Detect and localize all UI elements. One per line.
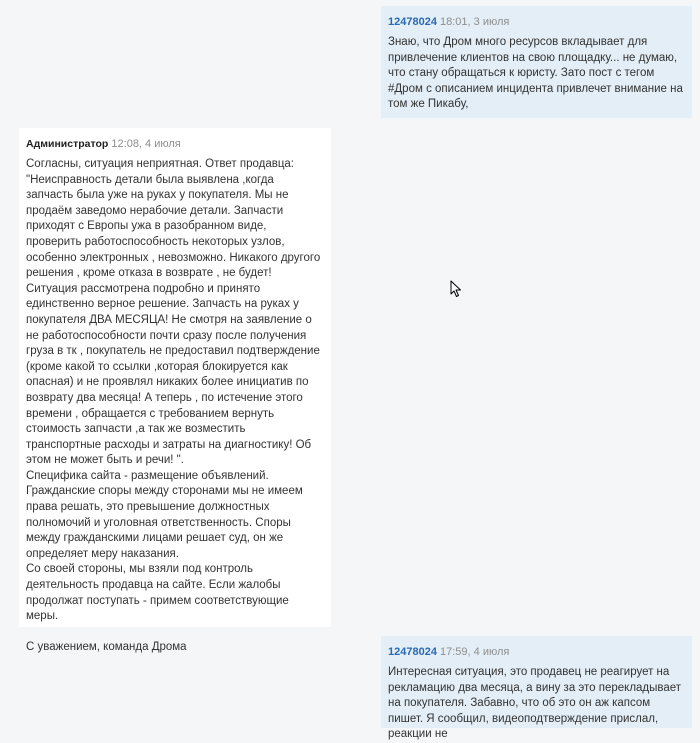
message-author-link[interactable]: 12478024 (388, 16, 437, 28)
mouse-pointer-icon (450, 280, 462, 298)
message-paragraph: Со своей стороны, мы взяли под контроль деятельность продавца на сайте. Если жалобы продолжат поступать - примем соответствующие меры. (26, 563, 289, 623)
message-paragraph: Интересная ситуация, это продавец не реагирует на рекламацию два месяца, а вину за это перекладывает на покупателя. Забавно, что об это он аж капсом пишет. Я сообщил, видеоподтверждение прислал, реакции не (388, 666, 682, 741)
message-meta (26, 137, 323, 151)
message-signature: С уважением, команда Дрома (26, 641, 187, 654)
message-user-1 (381, 6, 692, 118)
message-user-2 (381, 636, 692, 741)
message-timestamp: 17:59, 4 июля (440, 646, 510, 658)
message-author: Администратор (26, 138, 109, 150)
message-body (26, 157, 323, 656)
message-meta (388, 15, 684, 29)
message-paragraph: Специфика сайта - размещение объявлений. (26, 469, 269, 482)
message-body (388, 665, 684, 743)
message-timestamp: 12:08, 4 июля (111, 138, 181, 150)
message-meta (388, 645, 684, 659)
message-admin (19, 128, 331, 654)
message-body (388, 35, 684, 113)
message-author-link[interactable]: 12478024 (388, 646, 437, 658)
message-paragraph: Гражданские споры между сторонами мы не имеем права решать, это превышение должностных полномочий и уголовная ответственность. Споры между гражданскими лицами решает суд, он же определяет меру наказания. (26, 485, 303, 560)
message-paragraph: Знаю, что Дром много ресурсов вкладывает для привлечение клиентов на свою площадку... не думаю, что стану обращаться к юристу. Зато пост с тегом #Дром с описанием инцидента привлечет внимание на том же Пикабу, (388, 36, 683, 111)
message-paragraph: Согласны, ситуация неприятная. Ответ продавца: "Неисправность детали была выявлена ,когда запчасть была уже на руках у покупателя. Мы не продаём заведомо нерабочие детали. Запчасти приходят с Европы ужа в разобранном виде, проверить работоспособность некоторых узлов, особенно электронных , невозможно. Никакого другого решения , кроме отказа в возврате , не будет! Ситуация рассмотрена подробно и принято единственно верное решение. Запчасть на руках у покупателя ДВА МЕСЯЦА! Не смотря на заявление о не работоспособности почти сразу после получения груза в тк , покупатель не предоставил подтверждение (кроме какой то ссылки ,которая блокируется как опасная) и не проявлял никаких более инициатив по возврату два месяца! А теперь , по истечение этого времени , обращается с требованием вернуть стоимость запчасти ,а так же возместить транспортные расходы и затраты на диагностику! Об этом не может быть и речи! ". (26, 158, 321, 467)
message-timestamp: 18:01, 3 июля (440, 16, 510, 28)
